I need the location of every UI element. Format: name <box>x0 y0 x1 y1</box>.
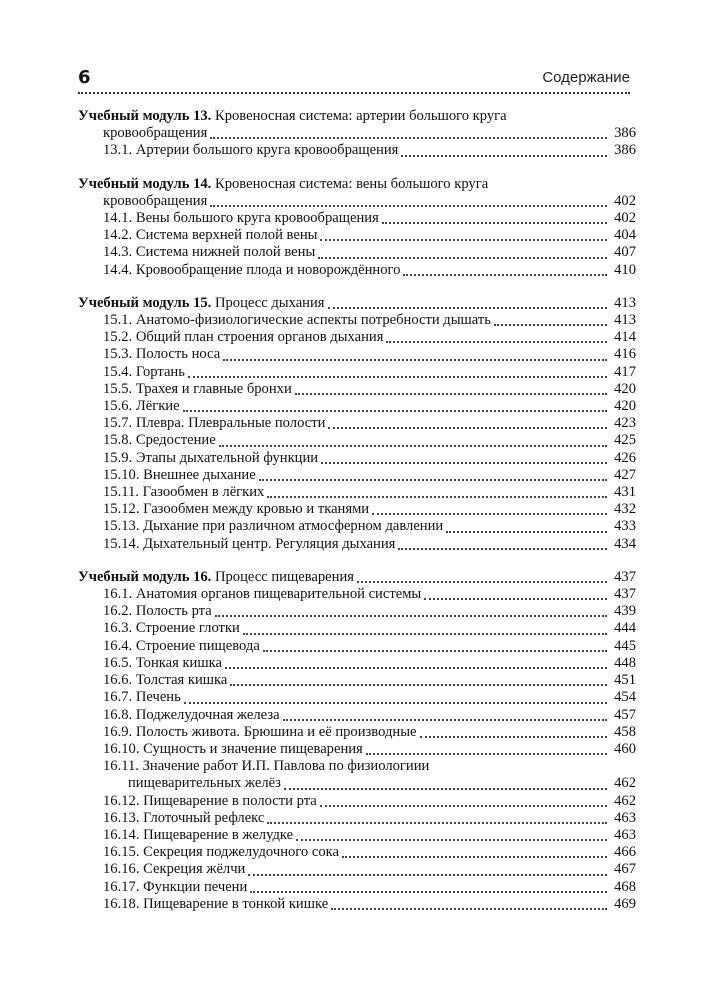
page-ref: 432 <box>614 501 636 518</box>
page-ref: 444 <box>614 620 636 637</box>
page-ref: 386 <box>614 125 636 142</box>
entry-title: 16.10. Сущность и значение пищеварения <box>103 740 363 757</box>
dot-leader <box>398 547 607 550</box>
toc-entry[interactable] <box>78 432 636 449</box>
entry-title: 16.9. Полость живота. Брюшина и её производные <box>103 723 417 740</box>
dot-leader <box>296 838 607 841</box>
entry-title: 15.6. Лёгкие <box>103 398 180 415</box>
toc-entry[interactable] <box>78 724 636 741</box>
dot-leader <box>184 701 607 704</box>
page-ref: 414 <box>614 329 636 346</box>
dot-leader <box>401 154 607 157</box>
page-ref: 451 <box>614 672 636 689</box>
page-ref: 402 <box>614 210 636 227</box>
toc-entry[interactable] <box>78 415 636 432</box>
module-heading[interactable] <box>78 295 636 312</box>
page-ref: 427 <box>614 466 636 483</box>
page-ref: 467 <box>614 861 636 878</box>
dot-leader <box>318 256 607 259</box>
entry-title: 15.9. Этапы дыхательной функции <box>103 449 319 466</box>
entry-title: 15.4. Гортань <box>103 363 185 380</box>
toc-entry-cont[interactable] <box>78 775 636 792</box>
dot-leader <box>250 890 607 893</box>
page-ref: 454 <box>614 689 636 706</box>
page-header <box>78 66 630 90</box>
page-ref: 420 <box>614 380 636 397</box>
page-ref: 445 <box>614 637 636 654</box>
page-ref: 437 <box>614 568 636 585</box>
dot-leader <box>328 426 607 429</box>
entry-title: 16.17. Функции печени <box>103 878 248 895</box>
toc-entry[interactable] <box>78 620 636 637</box>
page-ref: 434 <box>614 535 636 552</box>
entry-title: 16.11. Значение работ И.П. Павлова по физиологиии <box>103 758 430 775</box>
toc-entry[interactable] <box>78 467 636 484</box>
toc-entry[interactable] <box>78 603 636 620</box>
toc-module-16 <box>78 569 636 913</box>
dot-leader <box>248 873 607 876</box>
toc-entry[interactable] <box>78 844 636 861</box>
toc-entry[interactable] <box>78 827 636 844</box>
page-ref: 437 <box>614 586 636 603</box>
page-ref: 402 <box>614 192 636 209</box>
module-heading-text <box>78 295 325 312</box>
entry-title: 14.4. Кровообращение плода и новорождённого <box>103 261 401 278</box>
module-heading-cont[interactable] <box>78 193 636 210</box>
module-title-cont: кровообращения <box>103 125 208 142</box>
dot-leader <box>382 221 607 224</box>
page-ref: 404 <box>614 227 636 244</box>
page-ref: 407 <box>614 244 636 261</box>
dot-leader <box>320 804 607 807</box>
dot-leader <box>446 530 607 533</box>
dot-leader <box>342 855 607 858</box>
dot-leader <box>386 340 607 343</box>
entry-title: 16.6. Толстая кишка <box>103 672 228 689</box>
page-ref: 463 <box>614 809 636 826</box>
dot-leader <box>263 649 607 652</box>
toc-entry[interactable] <box>78 262 636 279</box>
entry-title: 16.5. Тонкая кишка <box>103 654 222 671</box>
page-ref: 420 <box>614 398 636 415</box>
dot-leader <box>328 306 607 309</box>
toc-entry[interactable] <box>78 672 636 689</box>
module-title-cont: кровообращения <box>103 192 208 209</box>
toc-entry[interactable] <box>78 312 636 329</box>
dot-leader <box>283 718 607 721</box>
dot-leader <box>243 632 607 635</box>
entry-title: 16.15. Секреция поджелудочного сока <box>103 844 339 861</box>
page-ref: 457 <box>614 706 636 723</box>
entry-title: 16.13. Глоточный рефлекс <box>103 809 265 826</box>
header-rule <box>78 92 630 94</box>
entry-title: 15.1. Анатомо-физиологические аспекты потребности дышать <box>103 312 491 329</box>
dot-leader <box>366 752 607 755</box>
entry-title: 16.7. Печень <box>103 689 181 706</box>
entry-title: 15.3. Полость носа <box>103 346 221 363</box>
entry-title: 15.7. Плевра. Плевральные полости <box>103 415 326 432</box>
module-title: Кровеносная система: артерии большого круга <box>214 108 507 124</box>
entry-title: 15.8. Средостение <box>103 432 216 449</box>
entry-title: 15.13. Дыхание при различном атмосферном давлении <box>103 518 444 535</box>
module-label: Учебный модуль 14. <box>78 175 212 192</box>
toc-entry[interactable] <box>78 484 636 501</box>
module-title: Процесс дыхания <box>214 294 325 311</box>
entry-title: 16.18. Пищеварение в тонкой кишке <box>103 895 329 912</box>
entry-title: 13.1. Артерии большого круга кровообращения <box>103 142 399 159</box>
entry-title: 16.8. Поджелудочная железа <box>103 706 280 723</box>
toc-entry[interactable] <box>78 501 636 518</box>
entry-title: 15.12. Газообмен между кровью и тканями <box>103 501 370 518</box>
toc-entry[interactable] <box>78 518 636 535</box>
page-ref: 386 <box>614 142 636 159</box>
page-number: 6 <box>78 67 91 88</box>
module-heading[interactable] <box>78 176 636 193</box>
entry-title: 15.14. Дыхательный центр. Регуляция дыхания <box>103 535 396 552</box>
toc-entry[interactable] <box>78 586 636 603</box>
dot-leader <box>320 238 607 241</box>
module-label: Учебный модуль 15. <box>78 294 212 311</box>
dot-leader <box>424 597 607 600</box>
page-ref: 417 <box>614 363 636 380</box>
module-heading[interactable] <box>78 108 636 125</box>
toc-entry[interactable] <box>78 244 636 261</box>
toc-module-15 <box>78 295 636 553</box>
page-ref: 431 <box>614 484 636 501</box>
module-title: Кровеносная система: вены большого круга <box>214 175 489 192</box>
toc-entry[interactable] <box>78 810 636 827</box>
page-ref: 469 <box>614 895 636 912</box>
toc-entry[interactable] <box>78 450 636 467</box>
page-ref: 410 <box>614 261 636 278</box>
toc-entry[interactable] <box>78 364 636 381</box>
page-ref: 466 <box>614 844 636 861</box>
entry-title: 15.2. Общий план строения органов дыхания <box>103 329 384 346</box>
toc-entry[interactable] <box>78 346 636 363</box>
dot-leader <box>183 409 607 412</box>
entry-title: 16.12. Пищеварение в полости рта <box>103 792 317 809</box>
entry-title: 15.10. Внешнее дыхание <box>103 466 256 483</box>
dot-leader <box>420 735 608 738</box>
dot-leader <box>331 907 607 910</box>
toc-entry[interactable] <box>78 896 636 913</box>
toc-entry[interactable] <box>78 707 636 724</box>
dot-leader <box>494 323 607 326</box>
page-ref: 460 <box>614 740 636 757</box>
toc-entry[interactable] <box>78 381 636 398</box>
page-ref: 426 <box>614 449 636 466</box>
dot-leader <box>259 478 607 481</box>
dot-leader <box>267 821 607 824</box>
entry-title: 16.3. Строение глотки <box>103 620 240 637</box>
page-ref: 425 <box>614 432 636 449</box>
dot-leader <box>230 683 607 686</box>
page-ref: 462 <box>614 792 636 809</box>
dot-leader <box>284 787 607 790</box>
table-of-contents <box>78 108 636 929</box>
page-ref: 423 <box>614 415 636 432</box>
module-title: Процесс пищеварения <box>214 568 354 585</box>
toc-entry[interactable] <box>78 398 636 415</box>
toc-entry[interactable] <box>78 793 636 810</box>
page-ref: 448 <box>614 654 636 671</box>
module-heading-cont[interactable] <box>78 125 636 142</box>
toc-entry[interactable] <box>78 210 636 227</box>
dot-leader <box>321 461 607 464</box>
toc-entry[interactable] <box>78 879 636 896</box>
toc-entry[interactable] <box>78 536 636 553</box>
toc-entry[interactable] <box>78 638 636 655</box>
page-ref: 433 <box>614 518 636 535</box>
toc-module-13 <box>78 108 636 160</box>
dot-leader <box>210 136 607 139</box>
toc-entry[interactable] <box>78 861 636 878</box>
entry-title: 14.2. Система верхней полой вены <box>103 227 318 244</box>
entry-title: 16.1. Анатомия органов пищеварительной системы <box>103 586 422 603</box>
page-ref: 413 <box>614 312 636 329</box>
dot-leader <box>372 512 607 515</box>
entry-title: 16.16. Секреция жёлчи <box>103 861 246 878</box>
page-ref: 416 <box>614 346 636 363</box>
dot-leader <box>210 204 607 207</box>
toc-entry[interactable] <box>78 758 636 775</box>
page-ref: 439 <box>614 603 636 620</box>
toc-entry[interactable] <box>78 227 636 244</box>
dot-leader <box>225 666 607 669</box>
entry-title: 16.2. Полость рта <box>103 603 212 620</box>
page-ref: 468 <box>614 878 636 895</box>
page-ref: 463 <box>614 826 636 843</box>
entry-title: 16.14. Пищеварение в желудке <box>103 826 294 843</box>
page-ref: 458 <box>614 723 636 740</box>
page-ref: 413 <box>614 294 636 311</box>
dot-leader <box>295 392 607 395</box>
toc-entry[interactable] <box>78 689 636 706</box>
module-label: Учебный модуль 13. <box>78 108 212 124</box>
entry-title: 15.5. Трахея и главные бронхи <box>103 380 292 397</box>
module-heading-text <box>78 569 354 586</box>
running-head: Содержание <box>542 69 630 86</box>
entry-title: 15.11. Газообмен в лёгких <box>103 484 265 501</box>
toc-module-14 <box>78 176 636 279</box>
toc-entry[interactable] <box>78 655 636 672</box>
toc-entry[interactable] <box>78 329 636 346</box>
dot-leader <box>357 580 607 583</box>
entry-title-cont: пищеварительных желёз <box>128 775 281 792</box>
dot-leader <box>188 375 607 378</box>
toc-entry[interactable] <box>78 741 636 758</box>
dot-leader <box>215 614 607 617</box>
module-heading[interactable] <box>78 569 636 586</box>
dot-leader <box>223 358 607 361</box>
entry-title: 16.4. Строение пищевода <box>103 637 260 654</box>
module-label: Учебный модуль 16. <box>78 568 212 585</box>
entry-title: 14.1. Вены большого круга кровообращения <box>103 210 379 227</box>
dot-leader <box>403 273 607 276</box>
page-ref: 462 <box>614 775 636 792</box>
entry-title: 14.3. Система нижней полой вены <box>103 244 316 261</box>
toc-entry[interactable] <box>78 142 636 159</box>
dot-leader <box>219 444 607 447</box>
dot-leader <box>267 495 607 498</box>
